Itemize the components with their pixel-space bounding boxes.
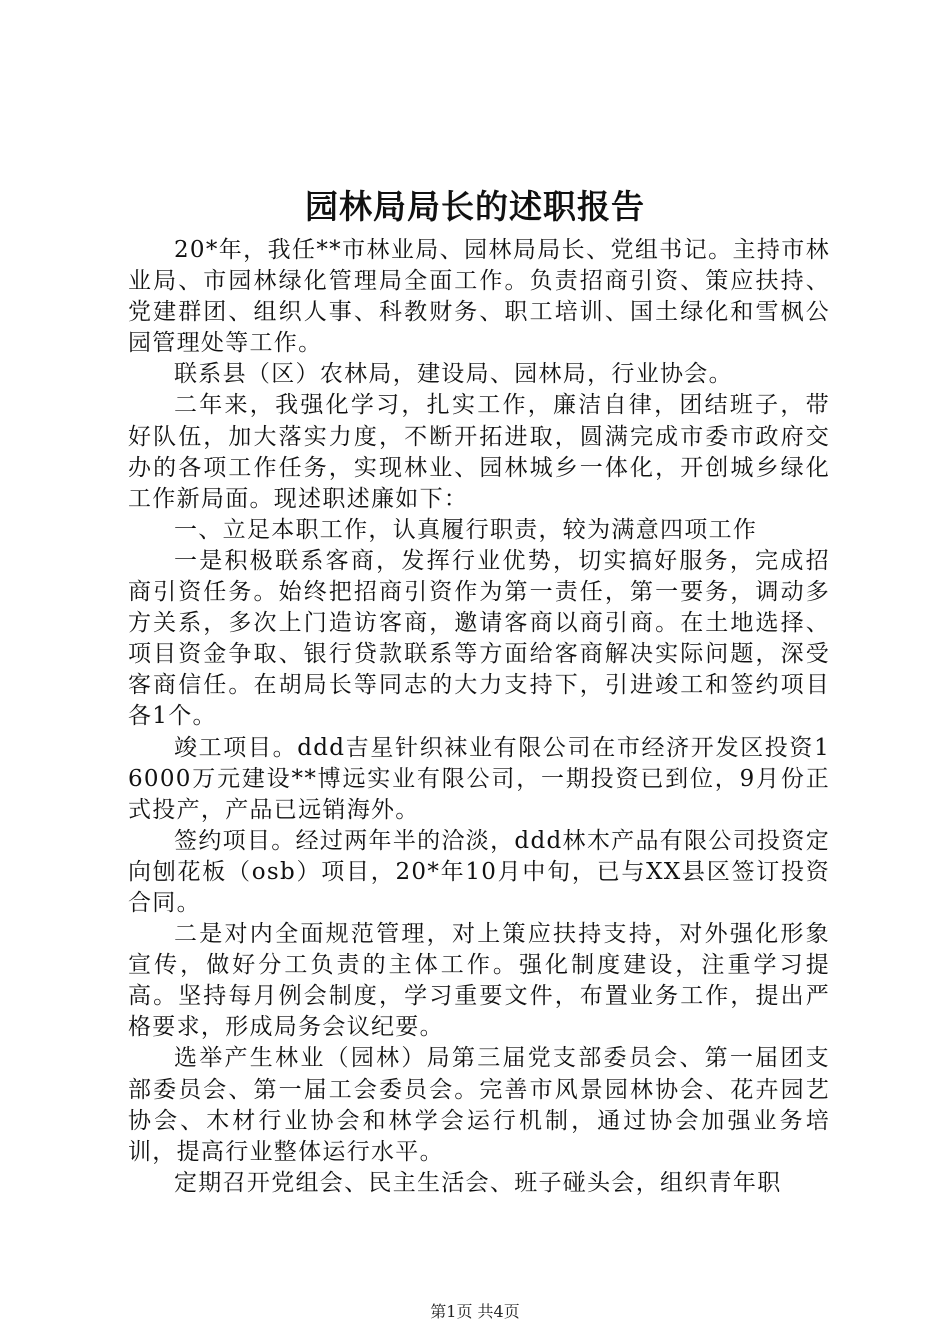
section-heading: 一、立足本职工作，认真履行职责，较为满意四项工作	[174, 516, 758, 543]
paragraph: 定期召开党组会、民主生活会、班子碰头会，组织青年职	[174, 1169, 782, 1196]
paragraph: 选举产生林业（园林）局第三届党支部委员会、第一届团支部委员会、第一届工会委员会。完善市风景园林协会、花卉园艺协会、木材行业协会和林学会运行机制，通过协会加强业务培训，提高行业整体运行水平。	[128, 1045, 830, 1165]
document-body	[128, 235, 830, 1199]
paragraph: 20*年，我任**市林业局、园林局局长、党组书记。主持市林业局、市园林绿化管理局全面工作。负责招商引资、策应扶持、党建群团、组织人事、科教财务、职工培训、国土绿化和雪枫公园管理处等工作。	[128, 237, 830, 357]
page-number-footer: 第1页 共4页	[430, 1302, 520, 1321]
paragraph: 签约项目。经过两年半的洽淡，ddd林木产品有限公司投资定向刨花板（osb）项目，20*年10月中旬，已与XX县区签订投资合同。	[128, 827, 830, 916]
paragraph: 二年来，我强化学习，扎实工作，廉洁自律，团结班子，带好队伍，加大落实力度，不断开拓进取，圆满完成市委市政府交办的各项工作任务，实现林业、园林城乡一体化，开创城乡绿化工作新局面。现述职述廉如下：	[128, 392, 830, 512]
document-title: 园林局局长的述职报告	[305, 187, 645, 226]
paragraph: 二是对内全面规范管理，对上策应扶持支持，对外强化形象宣传，做好分工负责的主体工作。强化制度建设，注重学习提高。坚持每月例会制度，学习重要文件，布置业务工作，提出严格要求，形成局务会议纪要。	[128, 921, 830, 1041]
paragraph: 一是积极联系客商，发挥行业优势，切实搞好服务，完成招商引资任务。始终把招商引资作为第一责任，第一要务，调动多方关系，多次上门造访客商，邀请客商以商引商。在土地选择、项目资金争取、银行贷款联系等方面给客商解决实际问题，深受客商信任。在胡局长等同志的大力支持下，引进竣工和签约项目各1个。	[128, 547, 830, 730]
paragraph: 竣工项目。ddd吉星针织袜业有限公司在市经济开发区投资16000万元建设**博远实业有限公司，一期投资已到位，9月份正式投产，产品已远销海外。	[128, 734, 830, 823]
paragraph: 联系县（区）农林局，建设局、园林局，行业协会。	[174, 361, 733, 388]
